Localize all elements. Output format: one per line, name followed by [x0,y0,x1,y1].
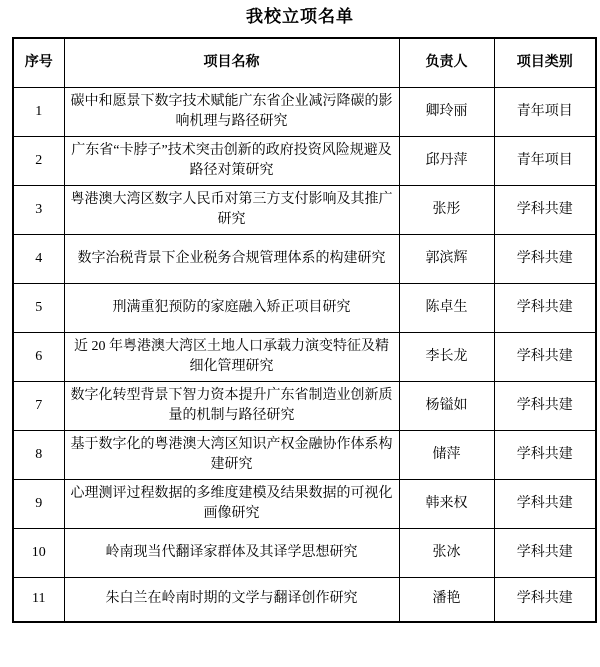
project-name-cell: 广东省“卡脖子”技术突击创新的政府投资风险规避及路径对策研究 [64,137,399,186]
project-name-cell: 粤港澳大湾区数字人民币对第三方支付影响及其推广研究 [64,186,399,235]
table-row [13,284,596,333]
row-number-cell: 2 [13,137,64,186]
page-title: 我校立项名单 [246,7,354,26]
row-number-cell: 3 [13,186,64,235]
category-cell: 学科共建 [494,186,596,235]
project-name-cell: 朱白兰在岭南时期的文学与翻译创作研究 [64,578,399,622]
table-row [13,137,596,186]
project-name-cell: 基于数字化的粤港澳大湾区知识产权金融协作体系构建研究 [64,431,399,480]
project-list-table [12,37,597,623]
category-cell: 学科共建 [494,480,596,529]
row-number-cell: 8 [13,431,64,480]
leader-cell: 李长龙 [399,333,494,382]
leader-cell: 杨镒如 [399,382,494,431]
header-number: 序号 [13,38,64,88]
category-cell: 学科共建 [494,431,596,480]
leader-cell: 陈卓生 [399,284,494,333]
leader-cell: 卿玲丽 [399,88,494,137]
leader-cell: 郭滨辉 [399,235,494,284]
table-row [13,431,596,480]
category-cell: 学科共建 [494,284,596,333]
row-number-cell: 10 [13,529,64,578]
row-number-cell: 1 [13,88,64,137]
category-cell: 学科共建 [494,382,596,431]
table-row [13,480,596,529]
row-number-cell: 4 [13,235,64,284]
table-row [13,235,596,284]
table-row [13,186,596,235]
project-name-cell: 刑满重犯预防的家庭融入矫正项目研究 [64,284,399,333]
table-row [13,382,596,431]
row-number-cell: 7 [13,382,64,431]
table-row [13,333,596,382]
project-name-cell: 心理测评过程数据的多维度建模及结果数据的可视化画像研究 [64,480,399,529]
row-number-cell: 6 [13,333,64,382]
header-project-name: 项目名称 [64,38,399,88]
project-name-cell: 碳中和愿景下数字技术赋能广东省企业减污降碳的影响机理与路径研究 [64,88,399,137]
table-row [13,578,596,622]
leader-cell: 潘艳 [399,578,494,622]
leader-cell: 邱丹萍 [399,137,494,186]
table-row [13,88,596,137]
category-cell: 学科共建 [494,529,596,578]
category-cell: 学科共建 [494,333,596,382]
project-name-cell: 近 20 年粤港澳大湾区土地人口承载力演变特征及精细化管理研究 [64,333,399,382]
row-number-cell: 9 [13,480,64,529]
category-cell: 青年项目 [494,88,596,137]
project-name-cell: 数字化转型背景下智力资本提升广东省制造业创新质量的机制与路径研究 [64,382,399,431]
category-cell: 学科共建 [494,235,596,284]
table-row [13,529,596,578]
leader-cell: 张冰 [399,529,494,578]
project-name-cell: 数字治税背景下企业税务合规管理体系的构建研究 [64,235,399,284]
row-number-cell: 5 [13,284,64,333]
project-name-cell: 岭南现当代翻译家群体及其译学思想研究 [64,529,399,578]
leader-cell: 张彤 [399,186,494,235]
leader-cell: 韩来权 [399,480,494,529]
leader-cell: 储萍 [399,431,494,480]
category-cell: 学科共建 [494,578,596,622]
category-cell: 青年项目 [494,137,596,186]
header-leader: 负责人 [399,38,494,88]
row-number-cell: 11 [13,578,64,622]
header-category: 项目类别 [494,38,596,88]
table-header-row [13,38,596,88]
